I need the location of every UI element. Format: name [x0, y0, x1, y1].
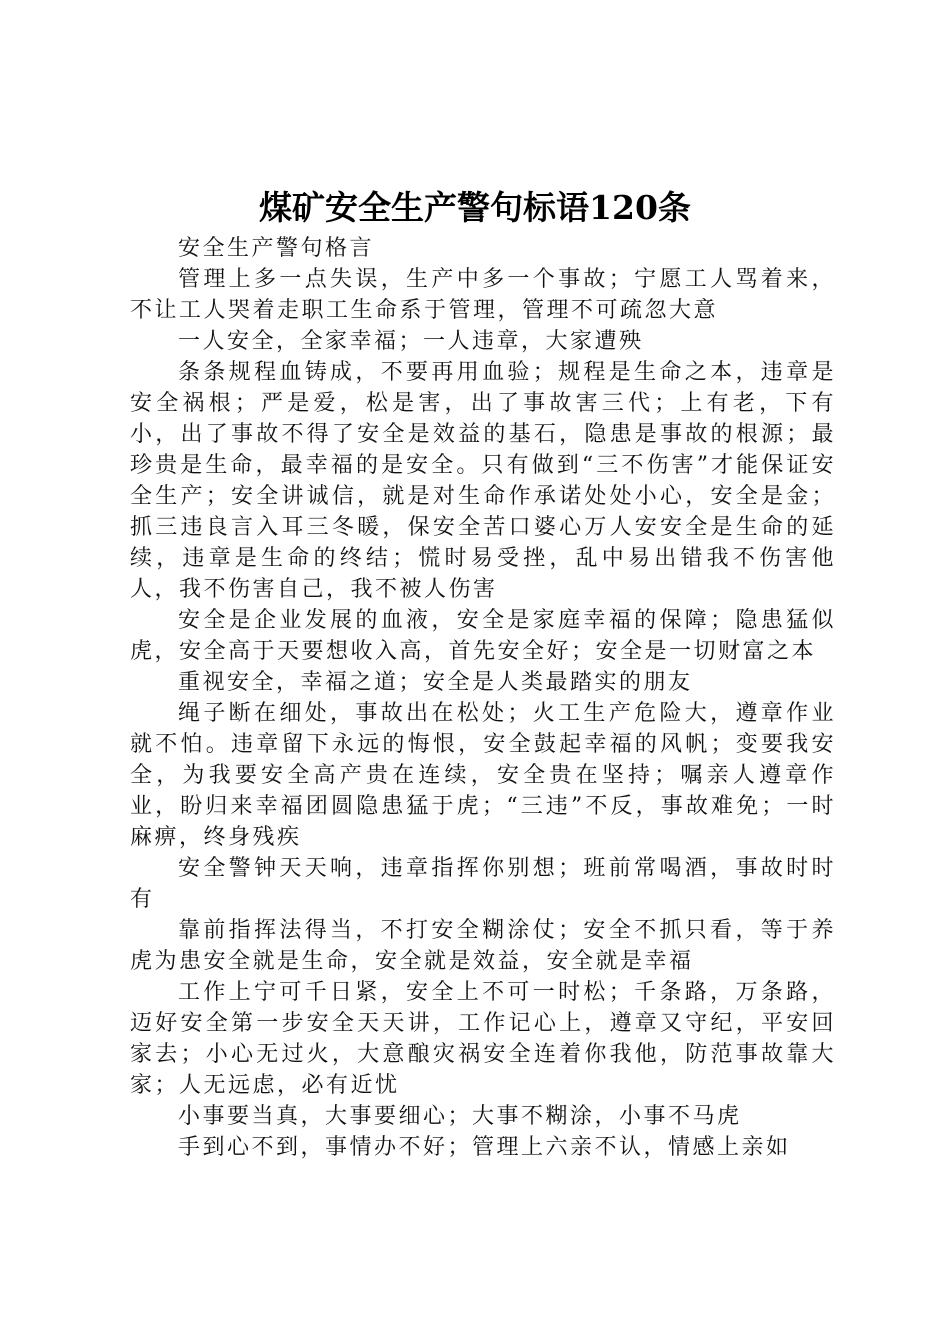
paragraph: 绳子断在细处，事故出在松处；火工生产危险大，遵章作业就不怕。违章留下永远的悔恨，安全鼓起幸福的风帆；变要我安全，为我要安全高产贵在连续，安全贵在坚持；嘱亲人遵章作业，盼归来幸福团圆隐患猛于虎；“三违”不反，事故难免；一时麻痹，终身残疾 — [130, 701, 836, 850]
paragraph: 手到心不到，事情办不好；管理上六亲不认，情感上亲如 — [178, 1135, 791, 1160]
paragraph: 安全警钟天天响，违章指挥你别想；班前常喝酒，事故时时有 — [130, 856, 836, 912]
paragraph: 小事要当真，大事要细心；大事不糊涂，小事不马虎 — [178, 1104, 742, 1129]
paragraph: 重视安全，幸福之道；安全是人类最踏实的朋友 — [178, 670, 693, 695]
paragraph: 安全是企业发展的血液，安全是家庭幸福的保障；隐患猛似虎，安全高于天要想收入高，首先安全好；安全是一切财富之本 — [130, 608, 836, 664]
document-body — [130, 233, 836, 1163]
paragraph: 管理上多一点失误，生产中多一个事故；宁愿工人骂着来，不让工人哭着走职工生命系于管理，管理不可疏忽大意 — [130, 267, 836, 323]
document-title: 煤矿安全生产警句标语120条 — [259, 188, 691, 227]
paragraph: 靠前指挥法得当，不打安全糊涂仗；安全不抓只看，等于养虎为患安全就是生命，安全就是效益，安全就是幸福 — [130, 918, 836, 974]
paragraph-heading: 安全生产警句格言 — [178, 236, 375, 261]
paragraph: 条条规程血铸成，不要再用血验；规程是生命之本，违章是安全祸根；严是爱，松是害，出了事故害三代；上有老，下有小，出了事故不得了安全是效益的基石，隐患是事故的根源；最珍贵是生命，最幸福的是安全。只有做到“三不伤害”才能保证安全生产；安全讲诚信，就是对生命作承诺处处小心，安全是金；抓三违良言入耳三冬暖，保安全苦口婆心万人安安全是生命的延续，违章是生命的终结；慌时易受挫，乱中易出错我不伤害他人，我不伤害自己，我不被人伤害 — [130, 360, 836, 602]
paragraph: 一人安全，全家幸福；一人违章，大家遭殃 — [178, 329, 644, 354]
paragraph: 工作上宁可千日紧，安全上不可一时松；千条路，万条路，迈好安全第一步安全天天讲，工作记心上，遵章又守纪，平安回家去；小心无过火，大意酿灾祸安全连着你我他，防范事故靠大家；人无远虑，必有近忧 — [130, 980, 836, 1098]
